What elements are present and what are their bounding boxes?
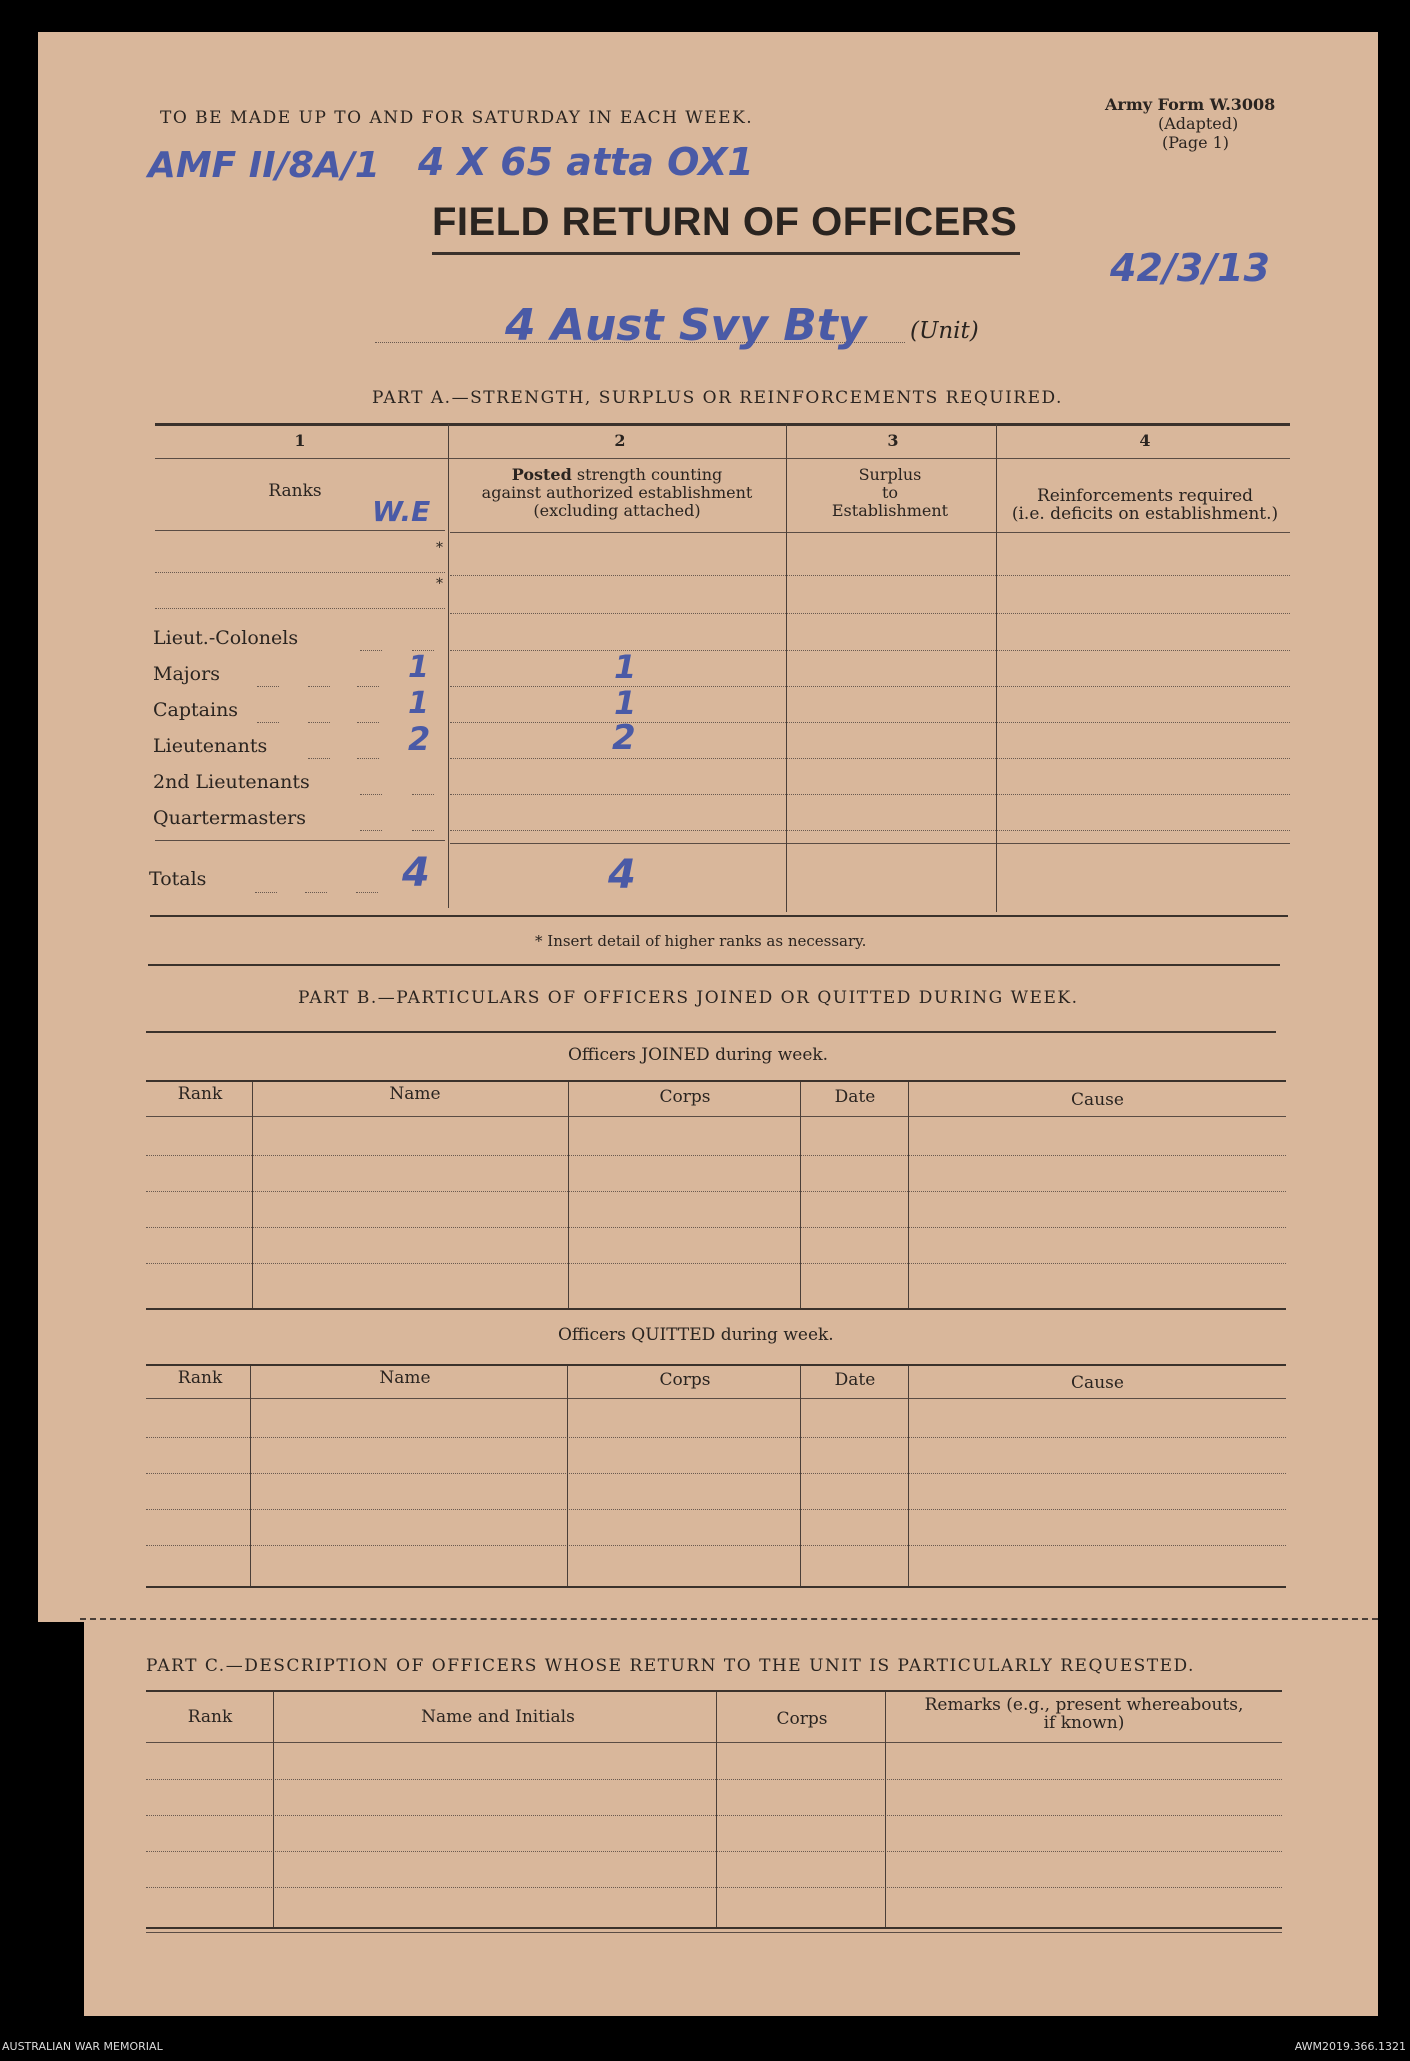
- handwritten-unit: 4 Aust Svy Bty: [505, 300, 867, 351]
- quitted-title: Officers QUITTED during week.: [558, 1325, 834, 1345]
- form-title: FIELD RETURN OF OFFICERS: [432, 200, 1018, 244]
- posted-majors: 1: [614, 648, 637, 686]
- quitted-col-rank: Rank: [177, 1368, 223, 1388]
- col-ranks-header: Ranks: [268, 481, 322, 501]
- rank-lieutenants: Lieutenants: [153, 735, 268, 757]
- asterisk-1: *: [436, 540, 443, 556]
- joined-title: Officers JOINED during week.: [568, 1045, 829, 1065]
- posted-lieutenants: 2: [612, 718, 636, 758]
- posted-captains: 1: [614, 684, 637, 722]
- col-reinforcements-header: Reinforcements required (i.e. deficits on establishment.): [1011, 486, 1279, 524]
- rank-quartermasters: Quartermasters: [153, 807, 306, 829]
- quitted-col-date: Date: [834, 1370, 876, 1390]
- form-page: (Page 1): [1162, 133, 1230, 152]
- col-number-2: 2: [614, 431, 626, 450]
- rank-2nd-lieutenants: 2nd Lieutenants: [153, 771, 310, 793]
- col-number-3: 3: [887, 431, 899, 450]
- col-number-1: 1: [294, 431, 306, 450]
- part-b-title: PART B.—PARTICULARS OF OFFICERS JOINED OR QUITTED DURING WEEK.: [298, 988, 1079, 1008]
- quitted-col-corps: Corps: [659, 1370, 711, 1390]
- we-majors: 1: [408, 650, 429, 685]
- rank-captains: Captains: [153, 699, 239, 721]
- part-c-col-corps: Corps: [776, 1709, 828, 1729]
- col-posted-header: Posted strength counting against authorized establishment (excluding attached): [481, 465, 753, 520]
- form-adapted: (Adapted): [1158, 114, 1239, 133]
- joined-col-name: Name: [389, 1084, 441, 1104]
- footer-left: AUSTRALIAN WAR MEMORIAL: [2, 2040, 163, 2053]
- quitted-col-name: Name: [379, 1368, 431, 1388]
- part-c-title: PART C.—DESCRIPTION OF OFFICERS WHOSE RETURN TO THE UNIT IS PARTICULARLY REQUESTED.: [146, 1656, 1195, 1676]
- quitted-col-cause: Cause: [1071, 1373, 1124, 1393]
- totals-posted: 4: [608, 852, 636, 898]
- col-number-4: 4: [1139, 431, 1151, 450]
- rank-majors: Majors: [153, 663, 220, 685]
- we-lieutenants: 2: [408, 720, 431, 758]
- part-c-col-remarks: Remarks (e.g., present whereabouts, if known): [924, 1695, 1244, 1733]
- col-surplus-header: Surplus to Establishment: [831, 465, 949, 520]
- handwritten-file-number: 42/3/13: [1110, 246, 1270, 290]
- rank-lieut-colonels: Lieut.-Colonels: [153, 627, 299, 649]
- footer-right: AWM2019.366.1321: [1294, 2040, 1406, 2053]
- totals-label: Totals: [149, 868, 207, 890]
- form-number: Army Form W.3008: [1105, 95, 1276, 114]
- instruction-text: TO BE MADE UP TO AND FOR SATURDAY IN EACH WEEK.: [160, 108, 754, 128]
- joined-col-date: Date: [834, 1087, 876, 1107]
- asterisk-2: *: [436, 576, 443, 592]
- part-a-footnote: * Insert detail of higher ranks as necessary.: [535, 932, 867, 950]
- handwritten-reference: AMF II/8A/1: [148, 145, 380, 186]
- part-c-col-name: Name and Initials: [421, 1707, 575, 1727]
- part-c-col-rank: Rank: [187, 1707, 233, 1727]
- joined-col-corps: Corps: [659, 1087, 711, 1107]
- part-a-title: PART A.—STRENGTH, SURPLUS OR REINFORCEMENTS REQUIRED.: [372, 388, 1063, 408]
- joined-col-cause: Cause: [1071, 1090, 1124, 1110]
- joined-col-rank: Rank: [177, 1084, 223, 1104]
- perforation-line: [80, 1618, 1378, 1620]
- unit-label: (Unit): [910, 318, 979, 344]
- totals-we: 4: [402, 850, 430, 896]
- handwritten-we: W.E: [372, 495, 431, 528]
- we-captains: 1: [408, 686, 429, 721]
- handwritten-note: 4 X 65 atta OX1: [418, 140, 754, 184]
